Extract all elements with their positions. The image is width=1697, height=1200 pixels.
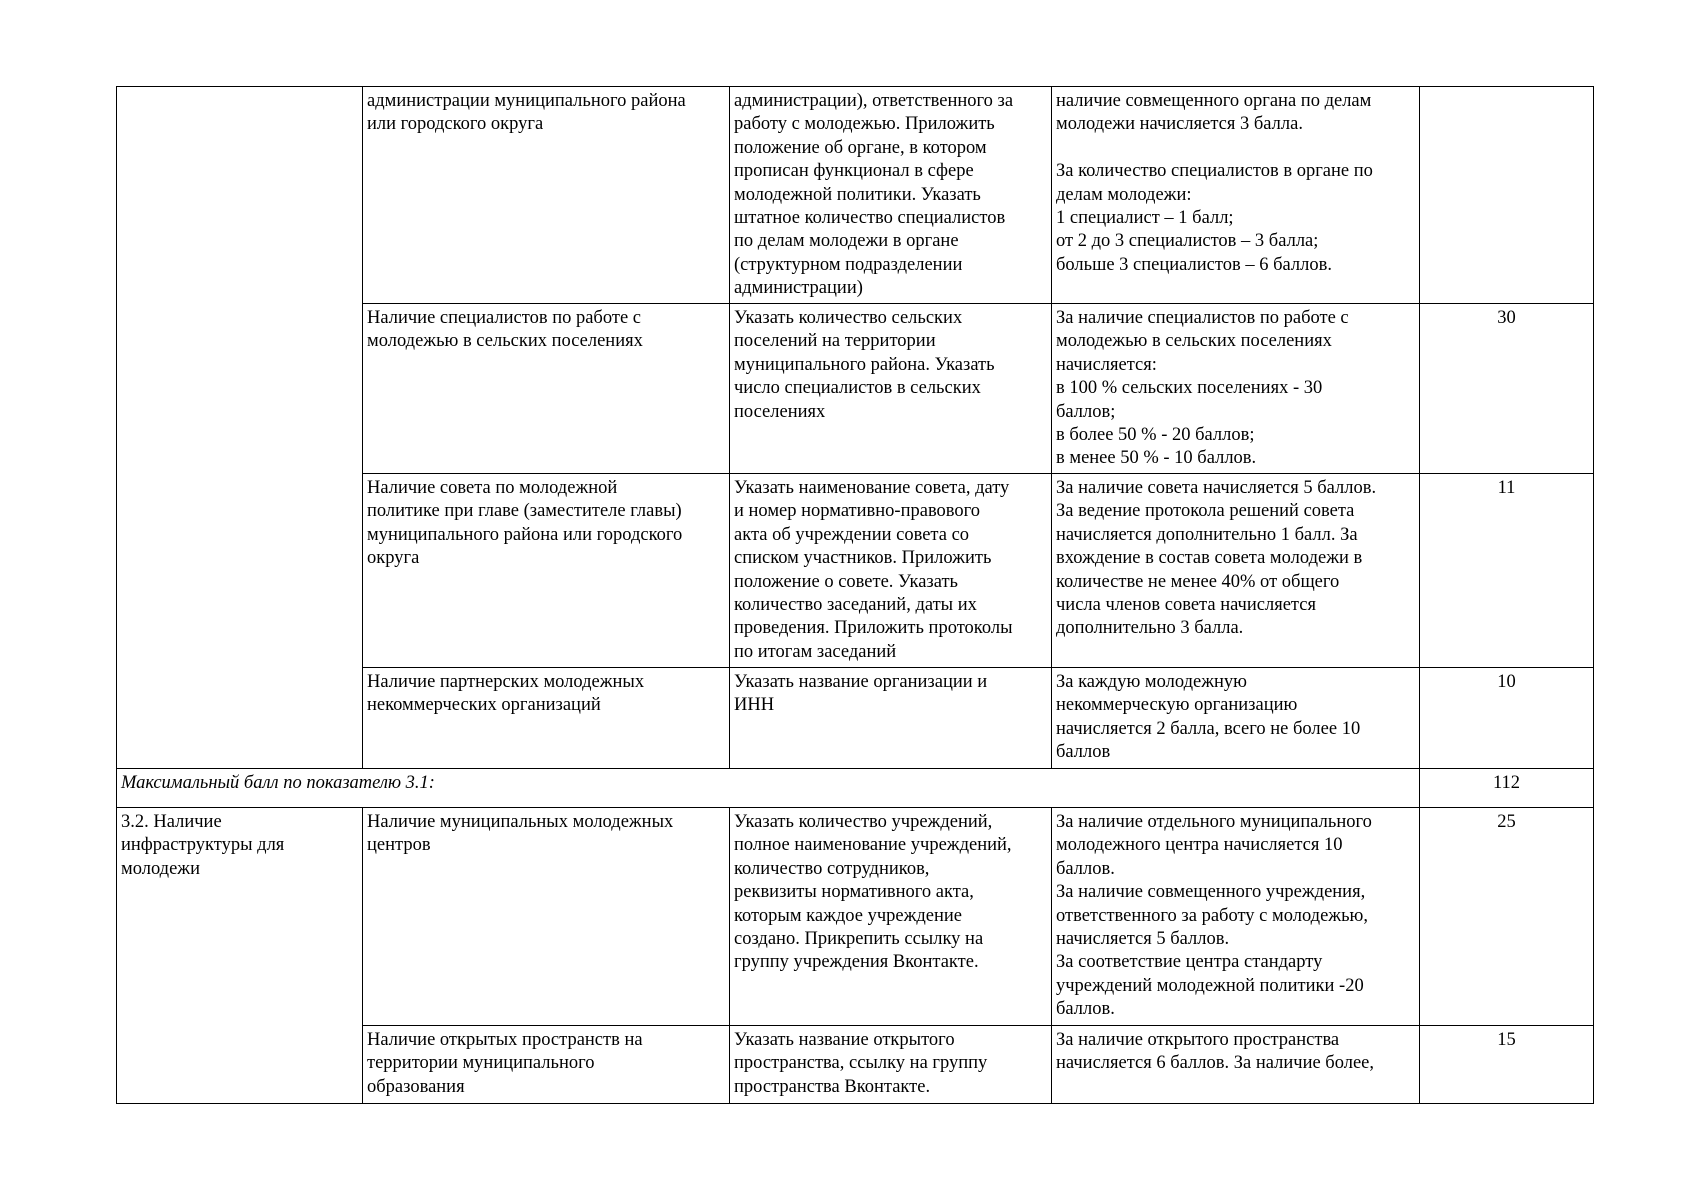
scoring-text: За наличие открытого пространства начисляется 6 баллов. За наличие более, <box>1056 1030 1375 1074</box>
scoring-text: За наличие специалистов по работе с молодежью в сельских поселениях начисляется: в 100 % сельских поселениях - 30 баллов; в более 50 % - 20 баллов; в менее 50 % - 10 баллов. <box>1056 308 1349 469</box>
requirements-cell <box>730 87 1052 304</box>
scoring-cell <box>1052 87 1420 304</box>
requirements-cell <box>730 304 1052 474</box>
indicator-cell <box>117 87 363 769</box>
criteria-table <box>116 86 1594 1104</box>
score-cell <box>1420 668 1594 769</box>
score-cell <box>1420 474 1594 668</box>
criterion-cell <box>363 1026 730 1104</box>
criterion-text: Наличие муниципальных молодежных центров <box>367 812 674 856</box>
requirements-cell <box>730 808 1052 1026</box>
requirements-cell <box>730 474 1052 668</box>
indicator-text: 3.2. Наличие инфраструктуры для молодежи <box>121 812 285 879</box>
scoring-text: За наличие отдельного муниципального молодежного центра начисляется 10 баллов. За наличие совмещенного учреждения, ответственного за работу с молодежью, начисляется 5 баллов. За соответствие центра стандарту учреждений молодежной политики -20 баллов. <box>1056 812 1372 1020</box>
requirements-cell <box>730 668 1052 769</box>
scoring-cell <box>1052 808 1420 1026</box>
summary-label: Максимальный балл по показателю 3.1: <box>121 773 435 793</box>
score-value: 15 <box>1497 1030 1516 1050</box>
criterion-cell <box>363 808 730 1026</box>
summary-score-value: 112 <box>1492 773 1521 793</box>
criterion-text: администрации муниципального района или городского округа <box>367 91 686 135</box>
summary-score-cell <box>1420 769 1594 808</box>
criterion-text: Наличие специалистов по работе с молодежью в сельских поселениях <box>367 308 643 352</box>
requirements-cell <box>730 1026 1052 1104</box>
criterion-text: Наличие партнерских молодежных некоммерческих организаций <box>367 672 645 716</box>
scoring-cell <box>1052 304 1420 474</box>
criterion-text: Наличие совета по молодежной политике при главе (заместителе главы) муниципального района или городского округа <box>367 478 683 569</box>
score-value: 11 <box>1497 478 1516 498</box>
scoring-cell <box>1052 668 1420 769</box>
score-value: 10 <box>1497 672 1516 692</box>
requirements-text: администрации), ответственного за работу с молодежью. Приложить положение об органе, в котором прописан функционал в сфере молодежной политики. Указать штатное количество специалистов по делам молодежи в органе (структурном подразделении администрации) <box>734 91 1014 299</box>
criterion-text: Наличие открытых пространств на территории муниципального образования <box>367 1030 643 1097</box>
scoring-text: наличие совмещенного органа по делам молодежи начисляется 3 балла. За количество специалистов в органе по делам молодежи: 1 специалист – 1 балл; от 2 до 3 специалистов – 3 балла; больше 3 специалистов – 6 баллов. <box>1056 91 1373 275</box>
score-value: 30 <box>1497 308 1516 328</box>
requirements-text: Указать наименование совета, дату и номер нормативно-правового акта об учреждении совета со списком участников. Приложить положение о совете. Указать количество заседаний, даты их проведения. Приложить протоколы по итогам заседаний <box>734 478 1013 662</box>
requirements-text: Указать количество сельских поселений на территории муниципального района. Указать число специалистов в сельских поселениях <box>734 308 995 422</box>
score-cell <box>1420 304 1594 474</box>
criterion-cell <box>363 87 730 304</box>
scoring-text: За наличие совета начисляется 5 баллов. За ведение протокола решений совета начисляется дополнительно 1 балл. За вхождение в состав совета молодежи в количестве не менее 40% от общего числа членов совета начисляется дополнительно 3 балла. <box>1056 478 1377 639</box>
scoring-text: За каждую молодежную некоммерческую организацию начисляется 2 балла, всего не более 10 баллов <box>1056 672 1361 763</box>
score-cell <box>1420 808 1594 1026</box>
requirements-text: Указать название организации и ИНН <box>734 672 988 716</box>
score-cell <box>1420 1026 1594 1104</box>
table-row <box>117 87 1594 304</box>
score-value: 25 <box>1497 812 1516 832</box>
criterion-cell <box>363 304 730 474</box>
score-cell <box>1420 87 1594 304</box>
table-row <box>117 808 1594 1026</box>
indicator-cell <box>117 808 363 1104</box>
requirements-text: Указать количество учреждений, полное наименование учреждений, количество сотрудников, реквизиты нормативного акта, которым каждое учреждение создано. Прикрепить ссылку на группу учреждения Вконтакте. <box>734 812 1012 973</box>
criterion-cell <box>363 668 730 769</box>
criterion-cell <box>363 474 730 668</box>
summary-row <box>117 769 1594 808</box>
requirements-text: Указать название открытого пространства, ссылку на группу пространства Вконтакте. <box>734 1030 988 1097</box>
scoring-cell <box>1052 474 1420 668</box>
summary-label-cell <box>117 769 1420 808</box>
scoring-cell <box>1052 1026 1420 1104</box>
